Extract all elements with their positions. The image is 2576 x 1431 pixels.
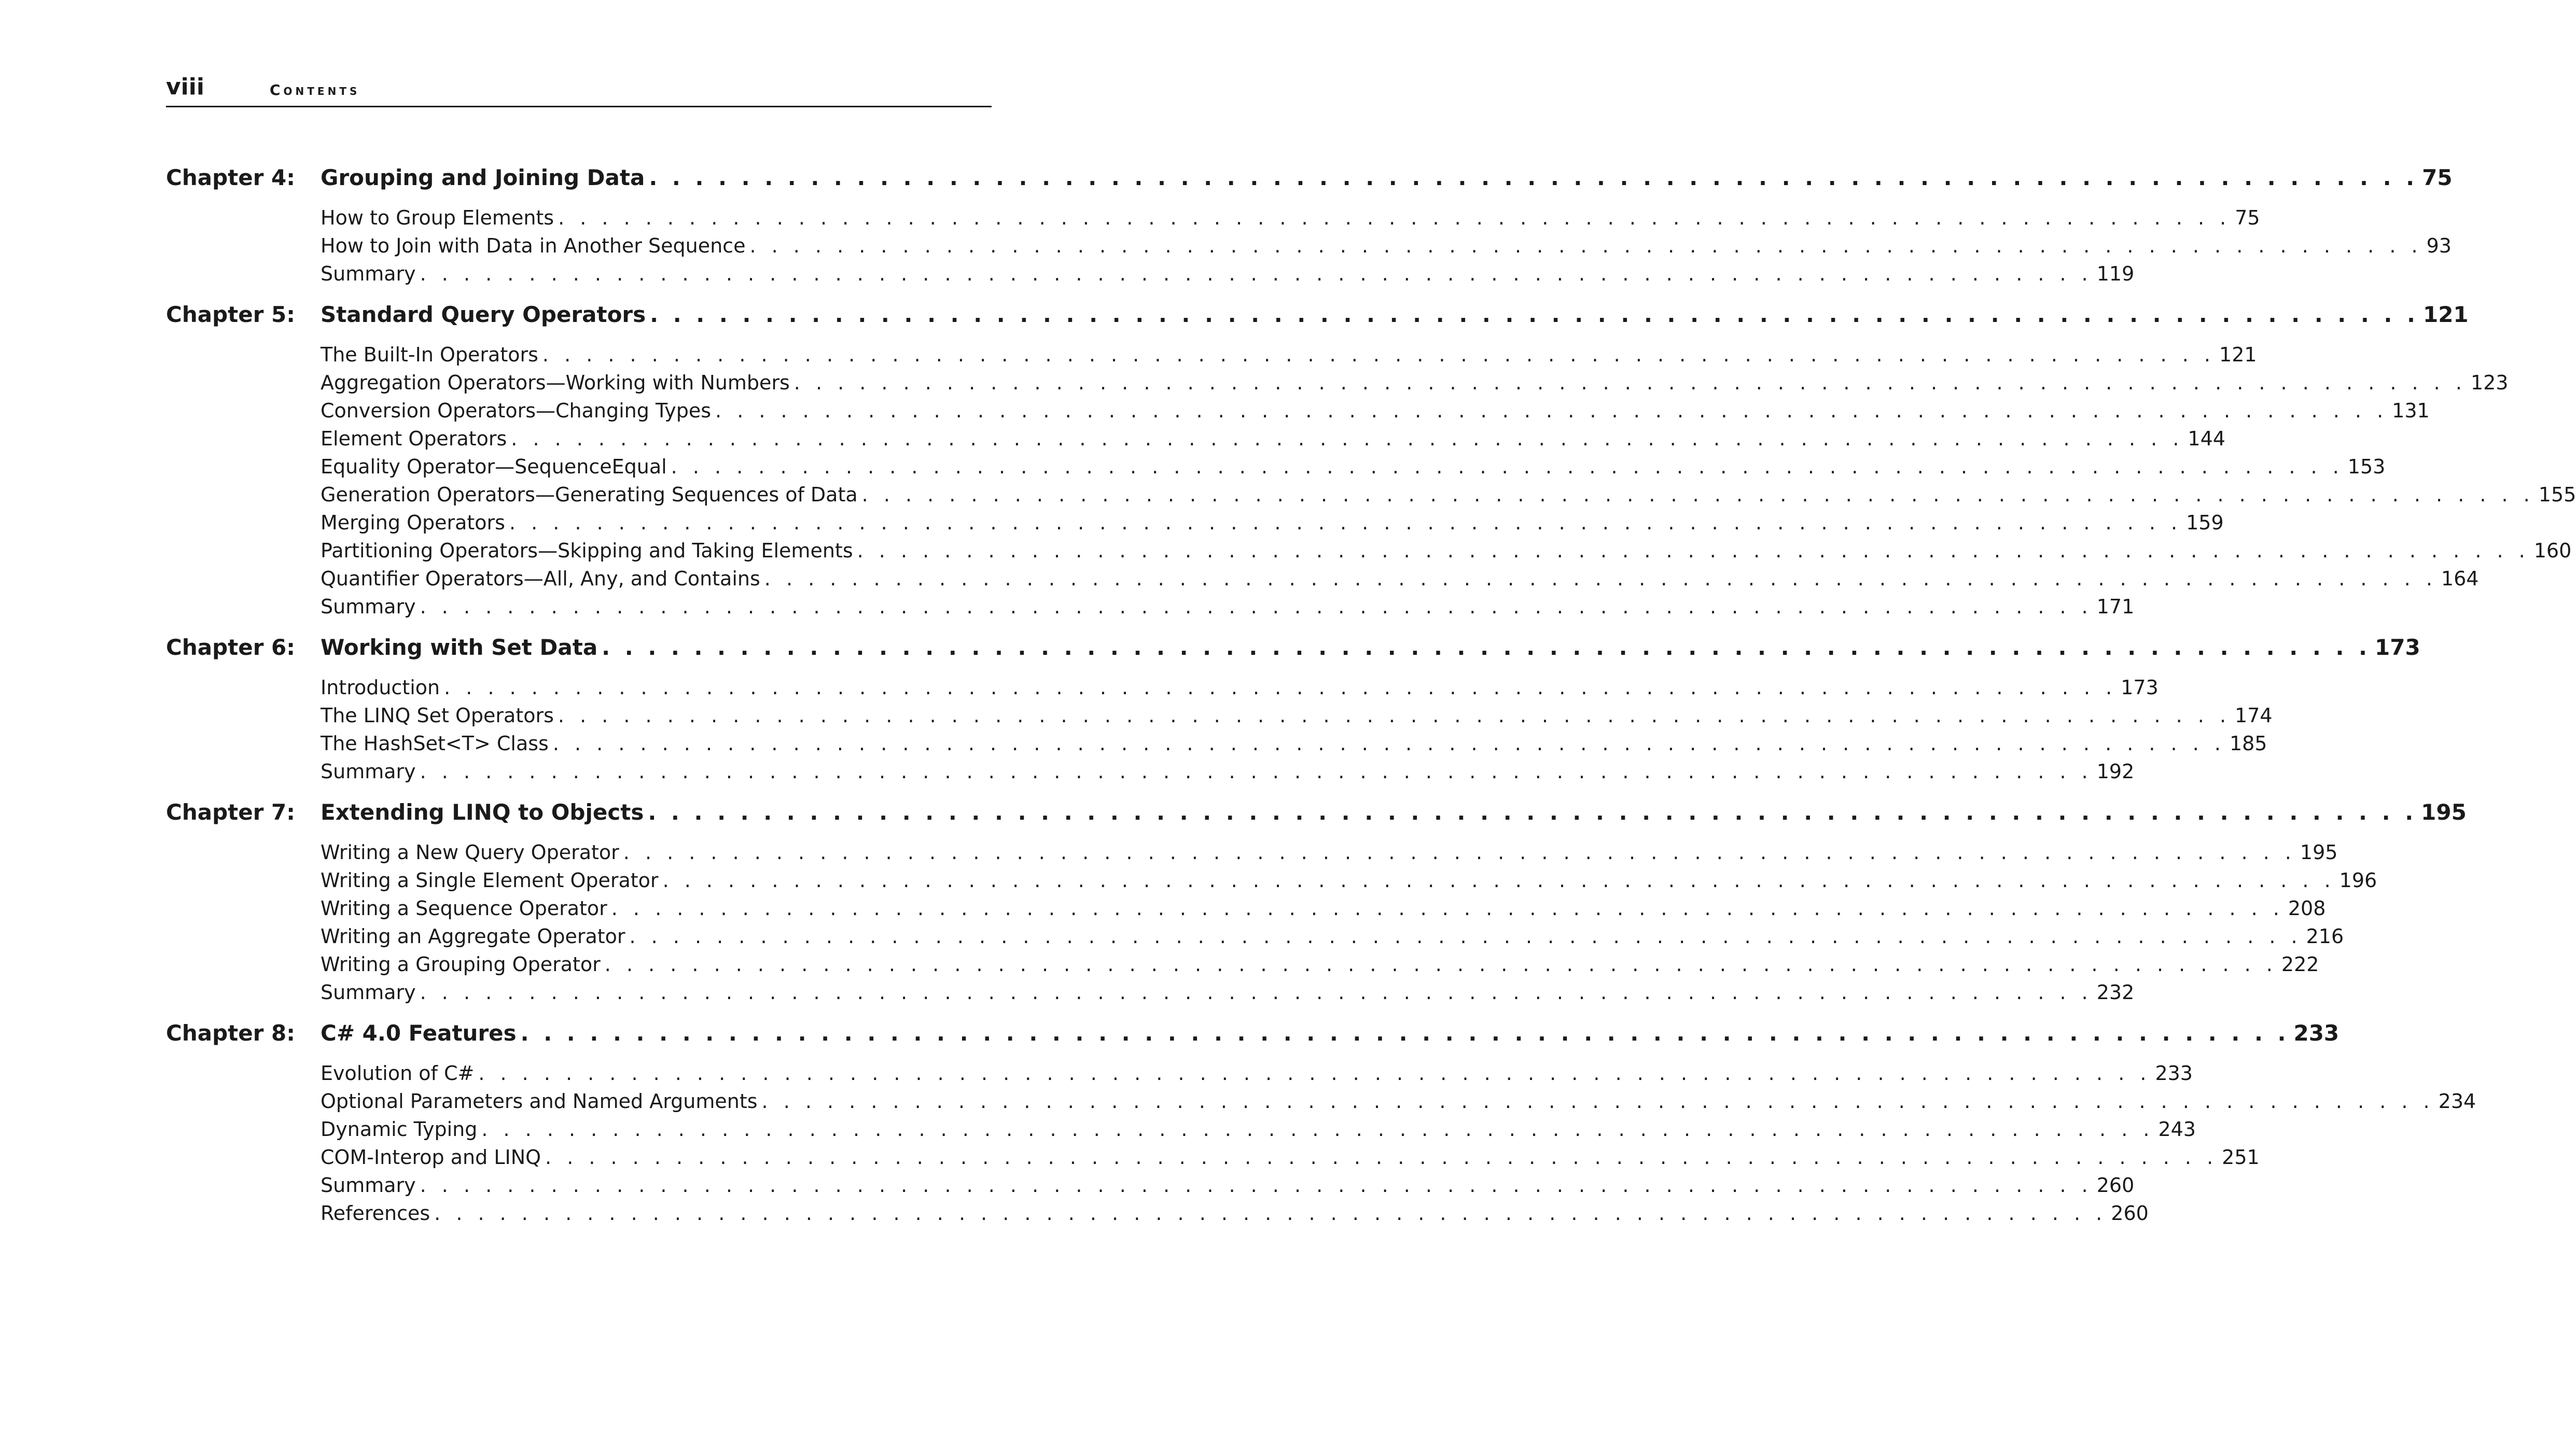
chapter-label: Chapter 8:	[166, 1020, 296, 1046]
section-title: Writing a Single Element Operator	[321, 869, 659, 892]
dot-leader: . . . . . . . . . . . . . . . . . . . . . . . . . . . . . . . . . . . . . . . . . . . . . . . . . . . . . . . . . . . . . . . . . . . . . . . . . . . . .	[715, 399, 2388, 422]
section-entry	[321, 511, 2224, 539]
section-entry	[321, 704, 2273, 732]
dot-leader: . . . . . . . . . . . . . . . . . . . . . . . . . . . . . . . . . . . . . . . . . . . . . . . . . . . . . . . . . . . . . . . . . . . . . . . . . . . . .	[558, 704, 2231, 727]
section-title: The HashSet<T> Class	[321, 732, 549, 755]
section-page-number: 196	[2339, 869, 2377, 892]
section-page-number: 131	[2392, 399, 2430, 422]
chapter-entry	[166, 635, 2420, 669]
dot-leader: . . . . . . . . . . . . . . . . . . . . . . . . . . . . . . . . . . . . . . . . . . . . . . . . . . . . . . . . . . . . . . . . . . . . . . . . . . . . .	[511, 427, 2184, 450]
dot-leader: . . . . . . . . . . . . . . . . . . . . . . . . . . . . . . . . . . . . . . . . . . . . . . . . . . . . . . . . . . . . . . . . . . . . . . . . . . . . .	[545, 1146, 2218, 1169]
section-page-number: 243	[2158, 1118, 2196, 1141]
chapter-label: Chapter 7:	[166, 799, 296, 825]
chapter-label: Chapter 6:	[166, 635, 296, 660]
table-of-contents	[166, 165, 2576, 1241]
page-folio: viii	[166, 74, 204, 100]
chapter-entry	[166, 302, 2469, 336]
section-entry	[321, 1146, 2260, 1174]
section-page-number: 93	[2426, 234, 2452, 257]
section-entry	[321, 206, 2260, 234]
dot-leader: . . . . . . . . . . . . . . . . . . . . . . . . . . . . . . . . . . . . . . . . . . . . . . . . . . . . . . . . . . . . . . . . . . . . . . . . . . . . .	[420, 262, 2093, 285]
section-title: The LINQ Set Operators	[321, 704, 554, 727]
dot-leader: . . . . . . . . . . . . . . . . . . . . . . . . . . . . . . . . . . . . . . . . . . . . . . . . . . . . . . . . . . . . . . . . . . . . . . . . . . . . .	[602, 635, 2371, 660]
chapter-title: C# 4.0 Features	[321, 1020, 517, 1046]
section-title: Writing a Grouping Operator	[321, 953, 601, 976]
section-title: References	[321, 1202, 430, 1225]
dot-leader: . . . . . . . . . . . . . . . . . . . . . . . . . . . . . . . . . . . . . . . . . . . . . . . . . . . . . . . . . . . . . . . . . . . . . . . . . . . . .	[649, 165, 2418, 190]
dot-leader: . . . . . . . . . . . . . . . . . . . . . . . . . . . . . . . . . . . . . . . . . . . . . . . . . . . . . . . . . . . . . . . . . . . . . . . . . . . . .	[650, 302, 2419, 327]
section-entry	[321, 262, 2135, 290]
chapter-title: Grouping and Joining Data	[321, 165, 645, 190]
section-title: Summary	[321, 595, 416, 618]
section-list	[321, 199, 2452, 290]
section-entry	[321, 897, 2326, 925]
section-title: COM-Interop and LINQ	[321, 1146, 541, 1169]
dot-leader: . . . . . . . . . . . . . . . . . . . . . . . . . . . . . . . . . . . . . . . . . . . . . . . . . . . . . . . . . . . . . . . . . . . . . . . . . . . . .	[611, 897, 2284, 920]
dot-leader: . . . . . . . . . . . . . . . . . . . . . . . . . . . . . . . . . . . . . . . . . . . . . . . . . . . . . . . . . . . . . . . . . . . . . . . . . . . . .	[604, 953, 2277, 976]
section-page-number: 164	[2441, 567, 2479, 590]
section-entry	[321, 1118, 2196, 1146]
section-title: Element Operators	[321, 427, 507, 450]
section-page-number: 121	[2219, 343, 2257, 366]
section-entry	[321, 869, 2377, 897]
section-page-number: 159	[2186, 511, 2224, 534]
dot-leader: . . . . . . . . . . . . . . . . . . . . . . . . . . . . . . . . . . . . . . . . . . . . . . . . . . . . . . . . . . . . . . . . . . . . . . . . . . . . .	[648, 799, 2417, 825]
dot-leader: . . . . . . . . . . . . . . . . . . . . . . . . . . . . . . . . . . . . . . . . . . . . . . . . . . . . . . . . . . . . . . . . . . . . . . . . . . . . .	[558, 206, 2231, 229]
dot-leader: . . . . . . . . . . . . . . . . . . . . . . . . . . . . . . . . . . . . . . . . . . . . . . . . . . . . . . . . . . . . . . . . . . . . . . . . . . . . .	[629, 925, 2302, 948]
section-entry	[321, 1202, 2149, 1230]
section-entry	[321, 925, 2344, 953]
section-page-number: 192	[2096, 760, 2135, 783]
section-title: The Built-In Operators	[321, 343, 538, 366]
section-page-number: 160	[2533, 539, 2572, 562]
section-entry	[321, 732, 2267, 760]
chapter-title: Working with Set Data	[321, 635, 598, 660]
section-entry	[321, 539, 2572, 567]
section-list	[321, 669, 2273, 788]
dot-leader: . . . . . . . . . . . . . . . . . . . . . . . . . . . . . . . . . . . . . . . . . . . . . . . . . . . . . . . . . . . . . . . . . . . . . . . . . . . . .	[420, 1174, 2093, 1197]
chapter-page-number: 233	[2293, 1020, 2340, 1046]
section-title: Aggregation Operators—Working with Numbers	[321, 371, 790, 394]
dot-leader: . . . . . . . . . . . . . . . . . . . . . . . . . . . . . . . . . . . . . . . . . . . . . . . . . . . . . . . . . . . . . . . . . . . . . . . . . . . . .	[420, 760, 2093, 783]
toc-chapter	[166, 799, 2467, 1009]
section-entry	[321, 1062, 2193, 1090]
section-title: Quantifier Operators—All, Any, and Contains	[321, 567, 760, 590]
chapter-entry	[166, 1020, 2340, 1055]
section-entry	[321, 760, 2135, 788]
dot-leader: . . . . . . . . . . . . . . . . . . . . . . . . . . . . . . . . . . . . . . . . . . . . . . . . . . . . . . . . . . . . . . . . . . . . . . . . . . . . .	[520, 1020, 2290, 1046]
chapter-page-number: 121	[2422, 302, 2469, 327]
section-title: Writing a Sequence Operator	[321, 897, 607, 920]
chapter-entry	[166, 799, 2467, 834]
section-entry	[321, 371, 2509, 399]
section-page-number: 155	[2538, 483, 2576, 506]
section-page-number: 222	[2281, 953, 2319, 976]
dot-leader: . . . . . . . . . . . . . . . . . . . . . . . . . . . . . . . . . . . . . . . . . . . . . . . . . . . . . . . . . . . . . . . . . . . . . . . . . . . . .	[857, 539, 2530, 562]
section-page-number: 171	[2096, 595, 2135, 618]
section-page-number: 75	[2235, 206, 2260, 229]
section-title: Equality Operator—SequenceEqual	[321, 455, 667, 478]
section-title: Conversion Operators—Changing Types	[321, 399, 712, 422]
chapter-title: Extending LINQ to Objects	[321, 799, 644, 825]
section-entry	[321, 234, 2452, 262]
dot-leader: . . . . . . . . . . . . . . . . . . . . . . . . . . . . . . . . . . . . . . . . . . . . . . . . . . . . . . . . . . . . . . . . . . . . . . . . . . . . .	[662, 869, 2335, 892]
section-title: Evolution of C#	[321, 1062, 475, 1085]
section-list	[321, 834, 2377, 1009]
section-entry	[321, 399, 2430, 427]
section-entry	[321, 567, 2479, 595]
chapter-label: Chapter 5:	[166, 302, 296, 327]
dot-leader: . . . . . . . . . . . . . . . . . . . . . . . . . . . . . . . . . . . . . . . . . . . . . . . . . . . . . . . . . . . . . . . . . . . . . . . . . . . . .	[761, 1090, 2434, 1113]
section-list	[321, 336, 2576, 623]
section-page-number: 260	[2111, 1202, 2149, 1225]
section-entry	[321, 1090, 2476, 1118]
dot-leader: . . . . . . . . . . . . . . . . . . . . . . . . . . . . . . . . . . . . . . . . . . . . . . . . . . . . . . . . . . . . . . . . . . . . . . . . . . . . .	[420, 981, 2093, 1004]
section-title: Partitioning Operators—Skipping and Taking Elements	[321, 539, 853, 562]
section-title: How to Join with Data in Another Sequence	[321, 234, 746, 257]
section-title: Merging Operators	[321, 511, 505, 534]
section-page-number: 216	[2306, 925, 2344, 948]
section-page-number: 260	[2096, 1174, 2135, 1197]
section-entry	[321, 483, 2576, 511]
dot-leader: . . . . . . . . . . . . . . . . . . . . . . . . . . . . . . . . . . . . . . . . . . . . . . . . . . . . . . . . . . . . . . . . . . . . . . . . . . . . .	[749, 234, 2422, 257]
section-entry	[321, 427, 2225, 455]
dot-leader: . . . . . . . . . . . . . . . . . . . . . . . . . . . . . . . . . . . . . . . . . . . . . . . . . . . . . . . . . . . . . . . . . . . . . . . . . . . . .	[671, 455, 2344, 478]
section-page-number: 234	[2438, 1090, 2476, 1113]
section-title: Summary	[321, 262, 416, 285]
chapter-page-number: 75	[2422, 165, 2453, 190]
section-page-number: 153	[2347, 455, 2386, 478]
section-title: How to Group Elements	[321, 206, 554, 229]
running-title: Contents	[270, 81, 360, 99]
dot-leader: . . . . . . . . . . . . . . . . . . . . . . . . . . . . . . . . . . . . . . . . . . . . . . . . . . . . . . . . . . . . . . . . . . . . . . . . . . . . .	[623, 841, 2296, 864]
section-title: Dynamic Typing	[321, 1118, 478, 1141]
section-title: Generation Operators—Generating Sequences of Data	[321, 483, 858, 506]
section-title: Summary	[321, 760, 416, 783]
chapter-entry	[166, 165, 2453, 199]
section-entry	[321, 953, 2319, 981]
dot-leader: . . . . . . . . . . . . . . . . . . . . . . . . . . . . . . . . . . . . . . . . . . . . . . . . . . . . . . . . . . . . . . . . . . . . . . . . . . . . .	[420, 595, 2093, 618]
section-page-number: 174	[2235, 704, 2273, 727]
section-page-number: 144	[2188, 427, 2225, 450]
dot-leader: . . . . . . . . . . . . . . . . . . . . . . . . . . . . . . . . . . . . . . . . . . . . . . . . . . . . . . . . . . . . . . . . . . . . . . . . . . . . .	[444, 676, 2117, 699]
chapter-label: Chapter 4:	[166, 165, 296, 190]
dot-leader: . . . . . . . . . . . . . . . . . . . . . . . . . . . . . . . . . . . . . . . . . . . . . . . . . . . . . . . . . . . . . . . . . . . . . . . . . . . . .	[509, 511, 2182, 534]
section-title: Optional Parameters and Named Arguments	[321, 1090, 758, 1113]
section-list	[321, 1055, 2476, 1230]
toc-chapter	[166, 165, 2453, 290]
chapter-page-number: 195	[2421, 799, 2467, 825]
dot-leader: . . . . . . . . . . . . . . . . . . . . . . . . . . . . . . . . . . . . . . . . . . . . . . . . . . . . . . . . . . . . . . . . . . . . . . . . . . . . .	[861, 483, 2535, 506]
section-page-number: 251	[2222, 1146, 2260, 1169]
dot-leader: . . . . . . . . . . . . . . . . . . . . . . . . . . . . . . . . . . . . . . . . . . . . . . . . . . . . . . . . . . . . . . . . . . . . . . . . . . . . .	[793, 371, 2467, 394]
section-entry	[321, 981, 2135, 1009]
dot-leader: . . . . . . . . . . . . . . . . . . . . . . . . . . . . . . . . . . . . . . . . . . . . . . . . . . . . . . . . . . . . . . . . . . . . . . . . . . . . .	[481, 1118, 2154, 1141]
toc-chapter	[166, 302, 2576, 623]
dot-leader: . . . . . . . . . . . . . . . . . . . . . . . . . . . . . . . . . . . . . . . . . . . . . . . . . . . . . . . . . . . . . . . . . . . . . . . . . . . . .	[552, 732, 2225, 755]
section-page-number: 185	[2229, 732, 2267, 755]
section-page-number: 195	[2300, 841, 2338, 864]
section-page-number: 123	[2470, 371, 2509, 394]
section-entry	[321, 841, 2338, 869]
section-entry	[321, 1174, 2135, 1202]
section-page-number: 208	[2288, 897, 2326, 920]
dot-leader: . . . . . . . . . . . . . . . . . . . . . . . . . . . . . . . . . . . . . . . . . . . . . . . . . . . . . . . . . . . . . . . . . . . . . . . . . . . . .	[478, 1062, 2151, 1085]
section-page-number: 232	[2096, 981, 2135, 1004]
section-entry	[321, 595, 2135, 623]
section-title: Introduction	[321, 676, 440, 699]
chapter-page-number: 173	[2375, 635, 2420, 660]
section-page-number: 233	[2155, 1062, 2193, 1085]
section-title: Writing a New Query Operator	[321, 841, 619, 864]
dot-leader: . . . . . . . . . . . . . . . . . . . . . . . . . . . . . . . . . . . . . . . . . . . . . . . . . . . . . . . . . . . . . . . . . . . . . . . . . . . . .	[434, 1202, 2107, 1225]
section-title: Summary	[321, 1174, 416, 1197]
chapter-title: Standard Query Operators	[321, 302, 646, 327]
toc-chapter	[166, 635, 2420, 788]
section-page-number: 173	[2121, 676, 2159, 699]
section-entry	[321, 676, 2159, 704]
dot-leader: . . . . . . . . . . . . . . . . . . . . . . . . . . . . . . . . . . . . . . . . . . . . . . . . . . . . . . . . . . . . . . . . . . . . . . . . . . . . .	[764, 567, 2437, 590]
dot-leader: . . . . . . . . . . . . . . . . . . . . . . . . . . . . . . . . . . . . . . . . . . . . . . . . . . . . . . . . . . . . . . . . . . . . . . . . . . . . .	[542, 343, 2216, 366]
section-entry	[321, 343, 2257, 371]
section-title: Summary	[321, 981, 416, 1004]
running-header	[166, 74, 992, 107]
section-entry	[321, 455, 2386, 483]
section-page-number: 119	[2096, 262, 2135, 285]
toc-chapter	[166, 1020, 2476, 1230]
section-title: Writing an Aggregate Operator	[321, 925, 625, 948]
